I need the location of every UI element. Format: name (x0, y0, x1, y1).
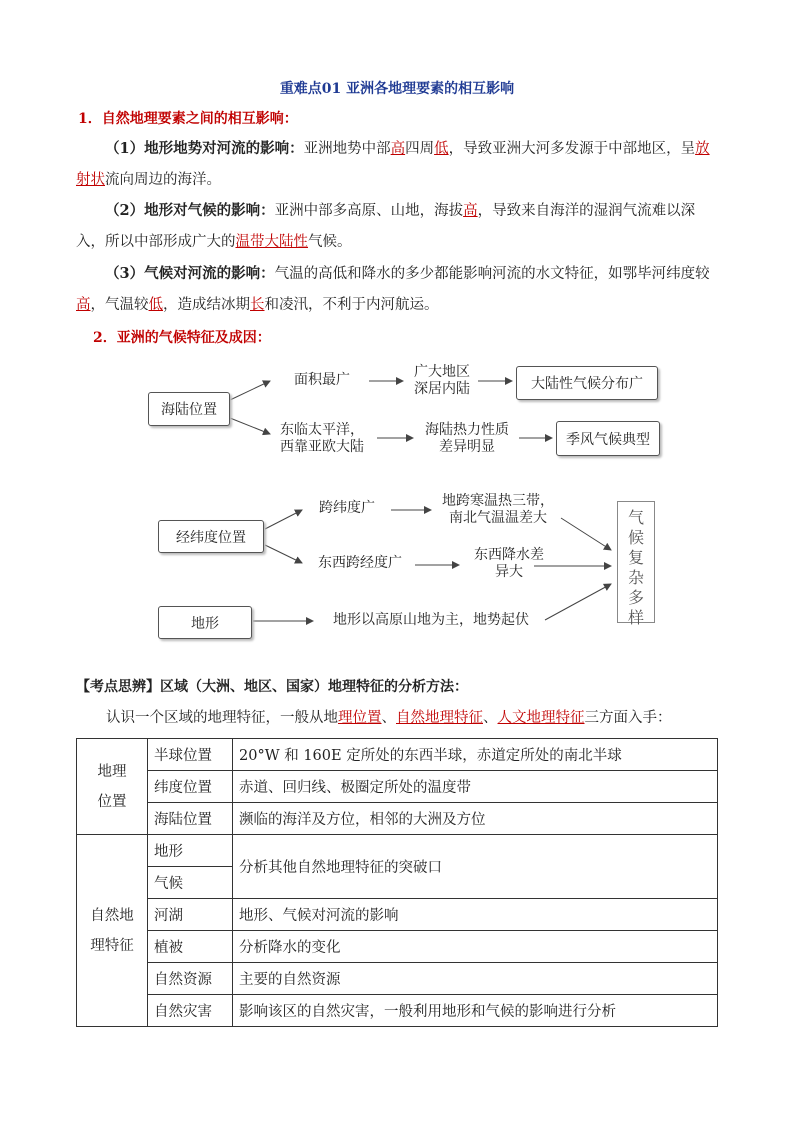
table-row (77, 931, 718, 963)
table-cell: 濒临的海洋及方位，相邻的大洲及方位 (233, 803, 718, 835)
table-cell: 影响该区的自然灾害，一般利用地形和气候的影响进行分析 (233, 995, 718, 1027)
table-row (77, 835, 718, 867)
table-cell: 地形、气候对河流的影响 (233, 899, 718, 931)
climate-result-box: 气 候 复 杂 多 样 (617, 501, 655, 623)
method-heading: 【考点思辨】区域（大洲、地区、国家）地理特征的分析方法： (76, 679, 468, 695)
lat-span-label: 跨纬度广 (319, 500, 375, 516)
table-cell: 植被 (148, 931, 233, 963)
category-natural-features: 自然地 理特征 (77, 835, 148, 1027)
area-label: 面积最广 (294, 372, 350, 388)
pacific-label: 东临太平洋， 西靠亚欧大陆 (280, 422, 364, 455)
table-cell: 地形 (148, 835, 233, 867)
paragraph-terrain-climate: （2）地形对气候的影响：亚洲中部多高原、山地，海拔高，导致来自海洋的湿润气流难以深入，所以中部形成广大的温带大陆性气候。 (76, 202, 696, 250)
paragraph-climate-river: （3）气候对河流的影响：气温的高低和降水的多少都能影响河流的水文特征，如鄂毕河纬度较高，气温较低，造成结冰期长和凌汛，不利于内河航运。 (76, 265, 710, 313)
method-intro: 认识一个区域的地理特征，一般从地理位置、自然地理特征、人文地理特征三方面入手： (106, 710, 672, 726)
page-title: 重难点01 亚洲各地理要素的相互影响 (279, 81, 515, 97)
table-row (77, 899, 718, 931)
lat-lon-position-box: 经纬度位置 (158, 520, 264, 553)
section1-heading: 1．自然地理要素之间的相互影响： (78, 111, 298, 127)
paragraph-terrain-river: （1）地形地势对河流的影响：亚洲地势中部高四周低，导致亚洲大河多发源于中部地区，呈放射状流向周边的海洋。 (76, 140, 710, 188)
table-row (77, 995, 718, 1027)
table-cell: 赤道、回归线、极圈定所处的温度带 (233, 771, 718, 803)
table-cell: 自然灾害 (148, 995, 233, 1027)
table-row (77, 963, 718, 995)
table-cell: 河湖 (148, 899, 233, 931)
table-cell: 分析降水的变化 (233, 931, 718, 963)
rainfall-label: 东西降水差 异大 (474, 547, 544, 580)
lon-span-label: 东西跨经度广 (318, 555, 402, 571)
table-row (77, 803, 718, 835)
table-cell: 纬度位置 (148, 771, 233, 803)
monsoon-climate-box: 季风气候典型 (556, 421, 660, 456)
inland-label: 广大地区 深居内陆 (414, 364, 470, 397)
terrain-box: 地形 (158, 606, 252, 639)
table-row (77, 739, 718, 771)
table-cell: 分析其他自然地理特征的突破口 (233, 835, 718, 899)
continental-climate-box: 大陆性气候分布广 (516, 366, 658, 400)
table-cell: 半球位置 (148, 739, 233, 771)
table-cell: 自然资源 (148, 963, 233, 995)
table-cell: 海陆位置 (148, 803, 233, 835)
table-cell: 主要的自然资源 (233, 963, 718, 995)
terrain-desc-label: 地形以高原山地为主，地势起伏 (333, 612, 529, 628)
section2-heading: 2．亚洲的气候特征及成因： (93, 330, 271, 346)
analysis-method-table (76, 738, 718, 1027)
temperature-zones-label: 地跨寒温热三带， 南北气温温差大 (442, 493, 554, 526)
table-row (77, 771, 718, 803)
category-geo-position: 地理 位置 (77, 739, 148, 835)
table-cell: 20°W 和 160E 定所处的东西半球，赤道定所处的南北半球 (233, 739, 718, 771)
table-cell: 气候 (148, 867, 233, 899)
sea-land-position-box: 海陆位置 (148, 392, 230, 426)
thermal-label: 海陆热力性质 差异明显 (425, 422, 509, 455)
